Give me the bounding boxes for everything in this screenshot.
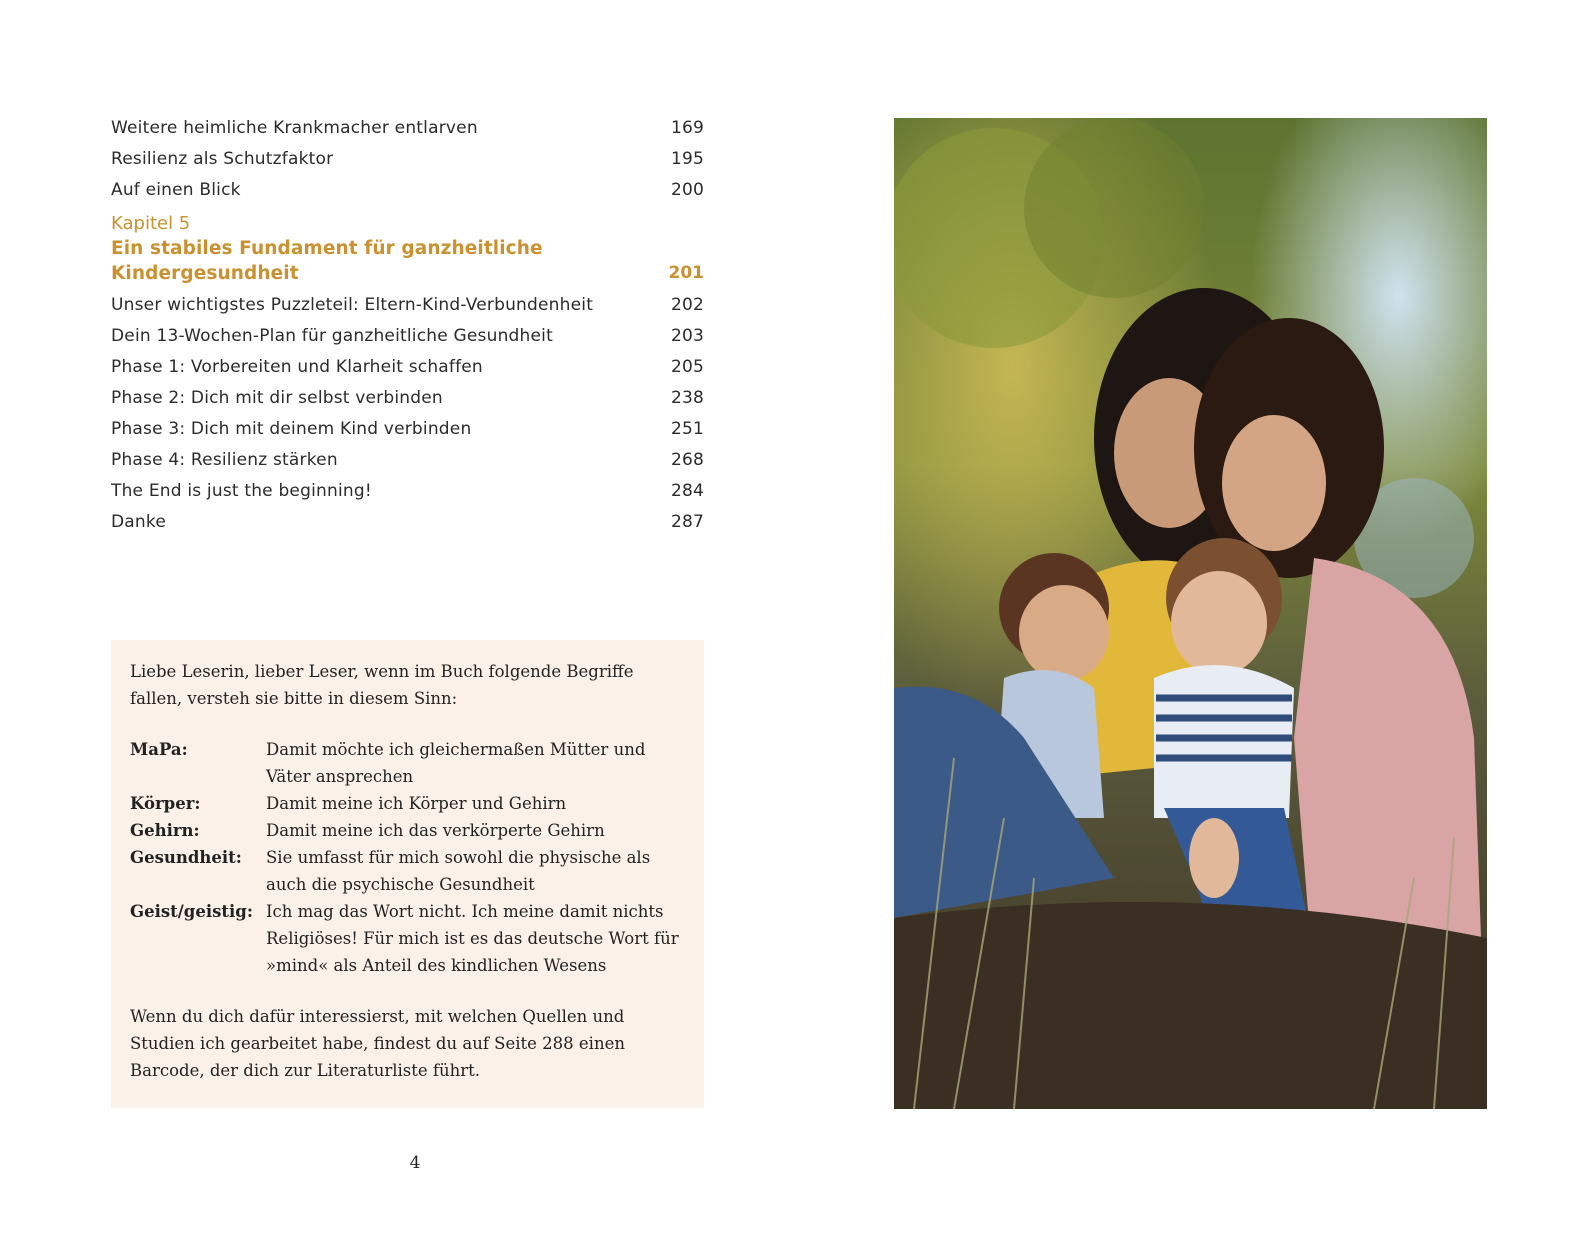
toc-entry-page: 268 — [670, 450, 704, 470]
glossary-definition: Sie umfasst für mich sowohl die physische als auch die psychische Gesundheit — [266, 848, 651, 894]
toc-entry-page: 200 — [670, 180, 704, 200]
chapter-label: Kapitel 5 — [111, 213, 191, 234]
toc-entry — [111, 476, 704, 507]
glossary-definition: Damit meine ich das verkörperte Gehirn — [266, 821, 605, 840]
toc-entry-title: Auf einen Blick — [111, 180, 241, 200]
glossary-term: MaPa: — [130, 740, 188, 759]
toc-entry-title: Resilienz als Schutzfaktor — [111, 149, 334, 169]
reader-note-box — [111, 640, 704, 1108]
toc-entry-title: The End is just the beginning! — [111, 481, 372, 501]
toc-entry-page: 205 — [670, 357, 704, 377]
chapter-title — [111, 236, 543, 286]
glossary-term: Geist/geistig: — [130, 902, 253, 921]
toc-entry — [111, 507, 704, 538]
toc-entry-page: 251 — [670, 419, 704, 439]
toc-entry-title: Danke — [111, 512, 166, 532]
glossary-entry — [130, 844, 686, 898]
glossary-definition: Ich mag das Wort nicht. Ich meine damit nichts Religiöses! Für mich ist es das deutsche Wort für »mind« als Anteil des kindlichen Wesens — [266, 902, 679, 975]
toc-entry-title: Phase 4: Resilienz stärken — [111, 450, 338, 470]
glossary-term: Gesundheit: — [130, 848, 242, 867]
note-intro: Liebe Leserin, lieber Leser, wenn im Buch folgende Begriffe fallen, versteh sie bitte in diesem Sinn: — [130, 662, 634, 708]
toc-list-bottom — [111, 290, 704, 538]
toc-entry-title: Phase 3: Dich mit deinem Kind verbinden — [111, 419, 472, 439]
toc-list-top — [111, 113, 704, 206]
toc-entry — [111, 113, 704, 144]
note-outro: Wenn du dich dafür interessierst, mit welchen Quellen und Studien ich gearbeitet habe, findest du auf Seite 288 einen Barcode, der dich zur Literaturliste führt. — [130, 1007, 625, 1080]
toc-entry — [111, 445, 704, 476]
family-photo — [894, 118, 1487, 1109]
glossary-term: Gehirn: — [130, 821, 200, 840]
chapter-title-line: Ein stabiles Fundament für ganzheitliche — [111, 238, 543, 259]
page-number: 4 — [409, 1153, 421, 1173]
toc-entry-title: Weitere heimliche Krankmacher entlarven — [111, 118, 478, 138]
glossary-term: Körper: — [130, 794, 201, 813]
glossary — [130, 736, 686, 979]
toc-entry — [111, 175, 704, 206]
glossary-entry — [130, 898, 686, 979]
toc-entry — [111, 144, 704, 175]
toc-entry-page: 195 — [670, 149, 704, 169]
glossary-definition: Damit meine ich Körper und Gehirn — [266, 794, 567, 813]
family-photo-illustration — [894, 118, 1487, 1109]
toc-entry-page: 169 — [670, 118, 704, 138]
chapter-heading — [111, 211, 704, 286]
chapter-title-row — [111, 236, 704, 286]
toc-entry-page: 203 — [670, 326, 704, 346]
glossary-entry — [130, 736, 686, 790]
toc-entry — [111, 290, 704, 321]
toc-entry-page: 287 — [670, 512, 704, 532]
toc-entry-title: Phase 2: Dich mit dir selbst verbinden — [111, 388, 443, 408]
toc-entry — [111, 414, 704, 445]
toc-entry — [111, 383, 704, 414]
chapter-title-line: Kindergesundheit — [111, 263, 299, 284]
toc-entry-page: 284 — [670, 481, 704, 501]
glossary-definition: Damit möchte ich gleichermaßen Mütter und Väter ansprechen — [266, 740, 646, 786]
glossary-entry — [130, 817, 686, 844]
glossary-entry — [130, 790, 686, 817]
toc-entry — [111, 321, 704, 352]
toc-entry-title: Dein 13-Wochen-Plan für ganzheitliche Gesundheit — [111, 326, 553, 346]
toc-entry-page: 238 — [670, 388, 704, 408]
toc-entry-title: Phase 1: Vorbereiten und Klarheit schaffen — [111, 357, 483, 377]
toc-entry-title: Unser wichtigstes Puzzleteil: Eltern-Kind-Verbundenheit — [111, 295, 594, 315]
table-of-contents — [111, 113, 704, 538]
toc-entry — [111, 352, 704, 383]
toc-entry-page: 202 — [670, 295, 704, 315]
chapter-page: 201 — [668, 263, 704, 283]
